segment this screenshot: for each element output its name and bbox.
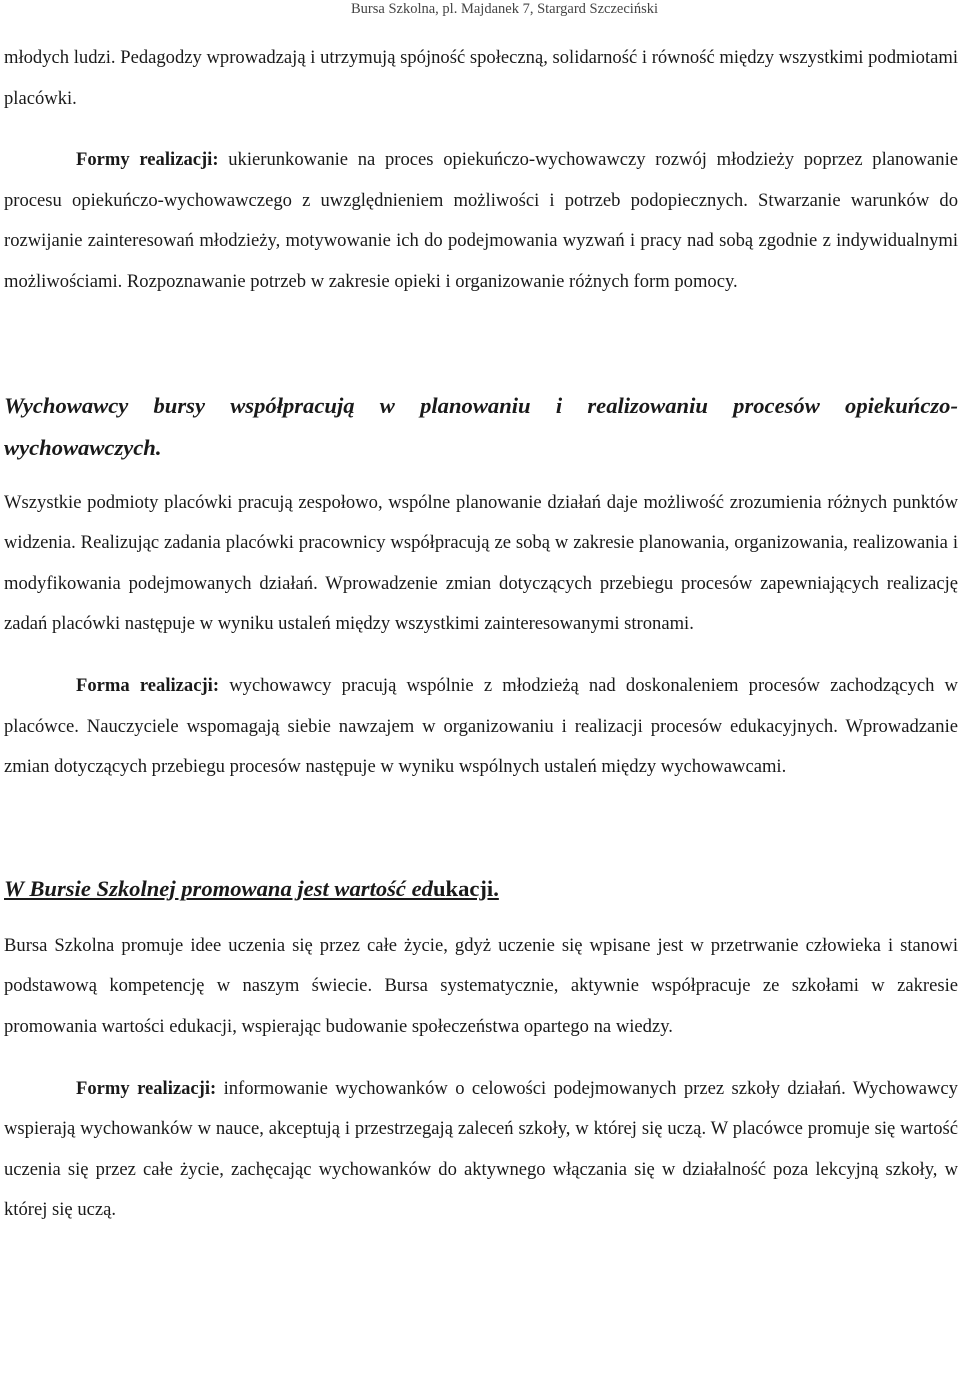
forms-label: Formy realizacji: — [76, 1077, 217, 1099]
paragraph-forms-of-implementation-1 — [4, 140, 958, 302]
heading-italic-part: W Bursie Szkolnej promowana jest wartość ed — [4, 875, 433, 901]
paragraph-forms-of-implementation-3 — [4, 1069, 958, 1231]
form-label: Forma realizacji: — [76, 674, 220, 696]
paragraph-lifelong-learning: Bursa Szkolna promuje idee uczenia się przez całe życie, gdyż uczenie się wpisane jest w przetrwanie człowieka i stanowi podstawową kompetencję w naszym świecie. Bursa systematycznie, aktywnie współpracuje ze szkołami w zakresie promowania wartości edukacji, wspierając budowanie społeczeństwa opartego na wiedzy. — [4, 934, 958, 1037]
paragraph-text: wychowawcy pracują wspólnie z młodzieżą nad doskonaleniem procesów zachodzących w placówce. Nauczyciele wspomagają siebie nawzajem w organizowaniu i realizacji procesów edukacyjnych. Wprowadzanie zmian dotyczących przebiegu procesów następuje w wyniku wspólnych ustaleń między wychowawcami. — [4, 674, 958, 778]
paragraph-teamwork: Wszystkie podmioty placówki pracują zespołowo, wspólne planowanie działań daje możliwość zrozumienia różnych punktów widzenia. Realizując zadania placówki pracownicy współpracują ze sobą w zakresie planowania, organizowania, realizowania i modyfikowania podejmowanych działań. Wprowadzenie zmian dotyczących przebiegu procesów zapewniających realizację zadań placówki następuje w wyniku ustaleń między wszystkimi zainteresowanymi stronami. — [4, 491, 958, 635]
paragraph-form-of-implementation-2 — [4, 666, 958, 788]
document-body — [4, 38, 958, 1231]
heading-upright-part: ukacji. — [432, 875, 499, 901]
running-header: Bursa Szkolna, pl. Majdanek 7, Stargard Szczeciński — [351, 1, 658, 17]
paragraph-continuation: młodych ludzi. Pedagodzy wprowadzają i utrzymują spójność społeczną, solidarność i równość między wszystkimi podmiotami placówki. — [4, 47, 958, 109]
section-heading-cooperation: Wychowawcy bursy współpracują w planowaniu i realizowaniu procesów opiekuńczo-wychowawczych. — [4, 392, 958, 460]
paragraph-text: ukierunkowanie na proces opiekuńczo-wychowawczy rozwój młodzieży poprzez planowanie procesu opiekuńczo-wychowawczego z uwzględnieniem możliwości i potrzeb podopiecznych. Stwarzanie warunków do rozwijanie zainteresowań młodzieży, motywowanie ich do podejmowania wyzwań i pracy nad sobą zgodnie z indywidualnymi możliwościami. Rozpoznawanie potrzeb w zakresie opieki i organizowanie różnych form pomocy. — [4, 149, 958, 292]
paragraph-text: informowanie wychowanków o celowości podejmowanych przez szkoły działań. Wychowawcy wspierają wychowanków w nauce, akceptują i przestrzegają zaleceń szkoły, w której się uczą. W placówce promuje się wartość uczenia się przez całe życie, zachęcając wychowanków do aktywnego włączania się w działalność poza lekcyjną szkoły, w której się uczą. — [4, 1077, 958, 1221]
section-heading-education-value — [4, 868, 958, 910]
forms-label: Formy realizacji: — [76, 149, 219, 171]
